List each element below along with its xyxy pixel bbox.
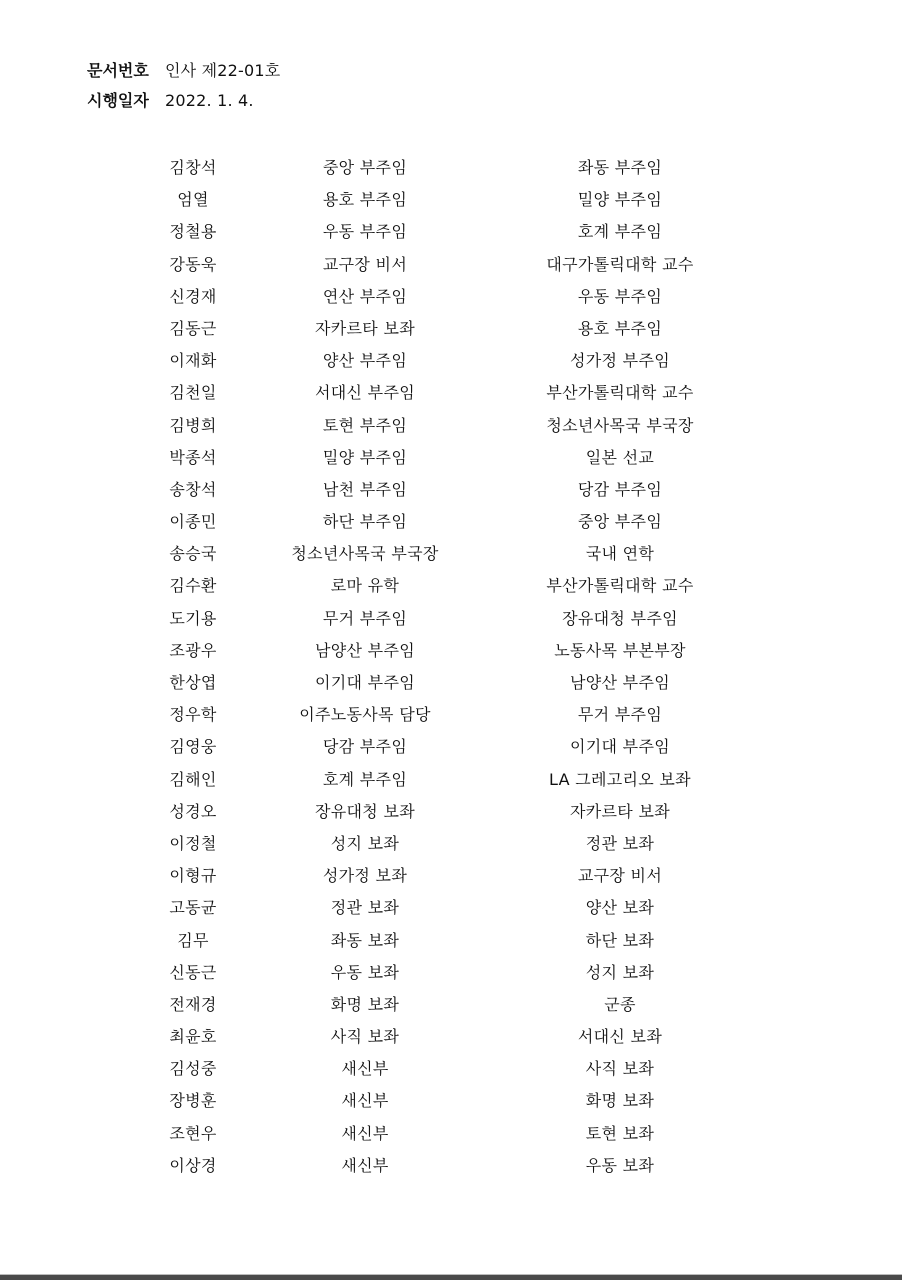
- roster-row: [0, 184, 902, 216]
- new-post: 당감 부주임: [577, 479, 663, 499]
- new-post: 부산가톨릭대학 교수: [546, 383, 694, 403]
- roster-row: [0, 731, 902, 763]
- previous-post: 화명 보좌: [330, 994, 400, 1014]
- person-name: 김무: [177, 930, 209, 950]
- roster-row: [0, 410, 902, 442]
- roster-row: [0, 538, 902, 570]
- roster-row: [0, 152, 902, 184]
- roster-row: [0, 1150, 902, 1182]
- person-name: 성경오: [169, 801, 217, 821]
- new-post: 정관 보좌: [585, 833, 655, 853]
- new-post: 하단 보좌: [585, 930, 655, 950]
- person-name: 김동근: [169, 318, 217, 338]
- person-name: 김해인: [169, 769, 217, 789]
- roster-row: [0, 957, 902, 989]
- roster-row: [0, 667, 902, 699]
- roster-row: [0, 796, 902, 828]
- new-post: 좌동 부주임: [577, 158, 663, 177]
- person-name: 신경재: [169, 286, 217, 306]
- new-post: 양산 보좌: [585, 898, 655, 918]
- previous-post: 사직 보좌: [330, 1027, 400, 1047]
- previous-post: 용호 부주임: [322, 190, 408, 210]
- previous-post: 자카르타 보좌: [315, 318, 415, 338]
- roster-row: [0, 603, 902, 635]
- roster-row: [0, 474, 902, 506]
- previous-post: 토현 부주임: [322, 415, 408, 435]
- doc-number-label: 문서번호: [87, 61, 149, 80]
- previous-post: 새신부: [341, 1091, 389, 1111]
- person-name: 고동균: [169, 898, 217, 918]
- roster-row: [0, 1053, 902, 1085]
- new-post: 성가정 부주임: [570, 351, 670, 371]
- person-name: 최윤호: [169, 1027, 217, 1047]
- person-name: 정우학: [169, 705, 217, 725]
- roster-row: [0, 345, 902, 377]
- person-name: 송승국: [169, 544, 217, 564]
- new-post: 호계 부주임: [577, 222, 663, 242]
- roster-row: [0, 1085, 902, 1117]
- new-post: 국내 연학: [585, 544, 655, 564]
- new-post: 일본 선교: [585, 447, 655, 467]
- previous-post: 연산 부주임: [322, 286, 408, 306]
- previous-post: 이주노동사목 담당: [299, 705, 431, 725]
- previous-post: 새신부: [341, 1155, 389, 1175]
- person-name: 김창석: [169, 158, 217, 177]
- person-name: 이재화: [169, 351, 217, 371]
- new-post: 자카르타 보좌: [570, 801, 670, 821]
- previous-post: 새신부: [341, 1123, 389, 1143]
- new-post: LA 그레고리오 보좌: [549, 769, 691, 789]
- person-name: 한상엽: [169, 673, 217, 692]
- person-name: 전재경: [169, 994, 217, 1014]
- new-post: 중앙 부주임: [577, 512, 663, 532]
- previous-post: 서대신 부주임: [315, 383, 415, 403]
- document-header: [87, 56, 280, 116]
- person-name: 이상경: [169, 1155, 217, 1175]
- person-name: 엄열: [177, 190, 209, 210]
- previous-post: 밀양 부주임: [322, 447, 408, 467]
- roster-row: [0, 216, 902, 248]
- previous-post: 장유대청 보좌: [315, 801, 415, 821]
- roster-row: [0, 506, 902, 538]
- person-name: 박종석: [169, 447, 217, 467]
- previous-post: 성지 보좌: [330, 833, 400, 853]
- person-name: 이형규: [169, 866, 217, 886]
- previous-post: 남천 부주임: [322, 479, 408, 499]
- new-post: 우동 보좌: [585, 1155, 655, 1175]
- roster-row: [0, 635, 902, 667]
- person-name: 조현우: [169, 1123, 217, 1143]
- person-name: 도기용: [169, 608, 217, 628]
- roster-row: [0, 989, 902, 1021]
- roster-row: [0, 764, 902, 796]
- previous-post: 당감 부주임: [322, 737, 408, 757]
- previous-post: 호계 부주임: [322, 769, 408, 789]
- previous-post: 교구장 비서: [322, 254, 408, 274]
- person-name: 신동근: [169, 962, 217, 982]
- effective-date-value: 2022. 1. 4.: [165, 91, 254, 110]
- previous-post: 우동 부주임: [322, 222, 408, 242]
- new-post: 성지 보좌: [585, 962, 655, 982]
- person-name: 이정철: [169, 833, 217, 853]
- person-name: 강동욱: [169, 254, 217, 274]
- roster-row: [0, 892, 902, 924]
- person-name: 조광우: [169, 640, 217, 660]
- roster-row: [0, 860, 902, 892]
- person-name: 정철용: [169, 222, 217, 242]
- roster-row: [0, 828, 902, 860]
- previous-post: 양산 부주임: [322, 351, 408, 371]
- new-post: 이기대 부주임: [570, 737, 670, 757]
- previous-post: 우동 보좌: [330, 962, 400, 982]
- new-post: 부산가톨릭대학 교수: [546, 576, 694, 596]
- doc-number-value: 인사 제22-01호: [165, 61, 281, 80]
- new-post: 교구장 비서: [577, 866, 663, 886]
- roster-row: [0, 281, 902, 313]
- roster-row: [0, 1118, 902, 1150]
- person-name: 송창석: [169, 479, 217, 499]
- previous-post: 좌동 보좌: [330, 930, 400, 950]
- person-name: 김영웅: [169, 737, 217, 757]
- roster-row: [0, 1021, 902, 1053]
- doc-number-line: [87, 56, 280, 86]
- roster-row: [0, 570, 902, 602]
- person-name: 김병희: [169, 415, 217, 435]
- previous-post: 청소년사목국 부국장: [291, 544, 439, 564]
- effective-date-label: 시행일자: [87, 91, 149, 110]
- previous-post: 성가정 보좌: [322, 866, 408, 886]
- roster-row: [0, 925, 902, 957]
- previous-post: 무거 부주임: [322, 608, 408, 628]
- roster-row: [0, 377, 902, 409]
- previous-post: 새신부: [341, 1059, 389, 1079]
- person-name: 김성중: [169, 1059, 217, 1079]
- previous-post: 남양산 부주임: [315, 640, 415, 660]
- roster-row: [0, 313, 902, 345]
- person-name: 김천일: [169, 383, 217, 403]
- previous-post: 정관 보좌: [330, 898, 400, 918]
- previous-post: 이기대 부주임: [315, 673, 415, 692]
- person-name: 김수환: [169, 576, 217, 596]
- new-post: 우동 부주임: [577, 286, 663, 306]
- new-post: 사직 보좌: [585, 1059, 655, 1079]
- bottom-edge-bar: [0, 1274, 902, 1280]
- new-post: 대구가톨릭대학 교수: [546, 254, 694, 274]
- roster-row: [0, 442, 902, 474]
- new-post: 용호 부주임: [577, 318, 663, 338]
- personnel-roster: [0, 152, 902, 1182]
- new-post: 토현 보좌: [585, 1123, 655, 1143]
- new-post: 서대신 보좌: [577, 1027, 663, 1047]
- new-post: 남양산 부주임: [570, 673, 670, 692]
- previous-post: 로마 유학: [330, 576, 400, 596]
- new-post: 장유대청 부주임: [562, 608, 678, 628]
- previous-post: 하단 부주임: [322, 512, 408, 532]
- new-post: 군종: [604, 994, 636, 1014]
- new-post: 무거 부주임: [577, 705, 663, 725]
- roster-row: [0, 699, 902, 731]
- roster-row: [0, 249, 902, 281]
- new-post: 노동사목 부본부장: [554, 640, 686, 660]
- person-name: 이종민: [169, 512, 217, 532]
- new-post: 밀양 부주임: [577, 190, 663, 210]
- new-post: 청소년사목국 부국장: [546, 415, 694, 435]
- person-name: 장병훈: [169, 1091, 217, 1111]
- effective-date-line: [87, 86, 280, 116]
- new-post: 화명 보좌: [585, 1091, 655, 1111]
- previous-post: 중앙 부주임: [322, 158, 408, 177]
